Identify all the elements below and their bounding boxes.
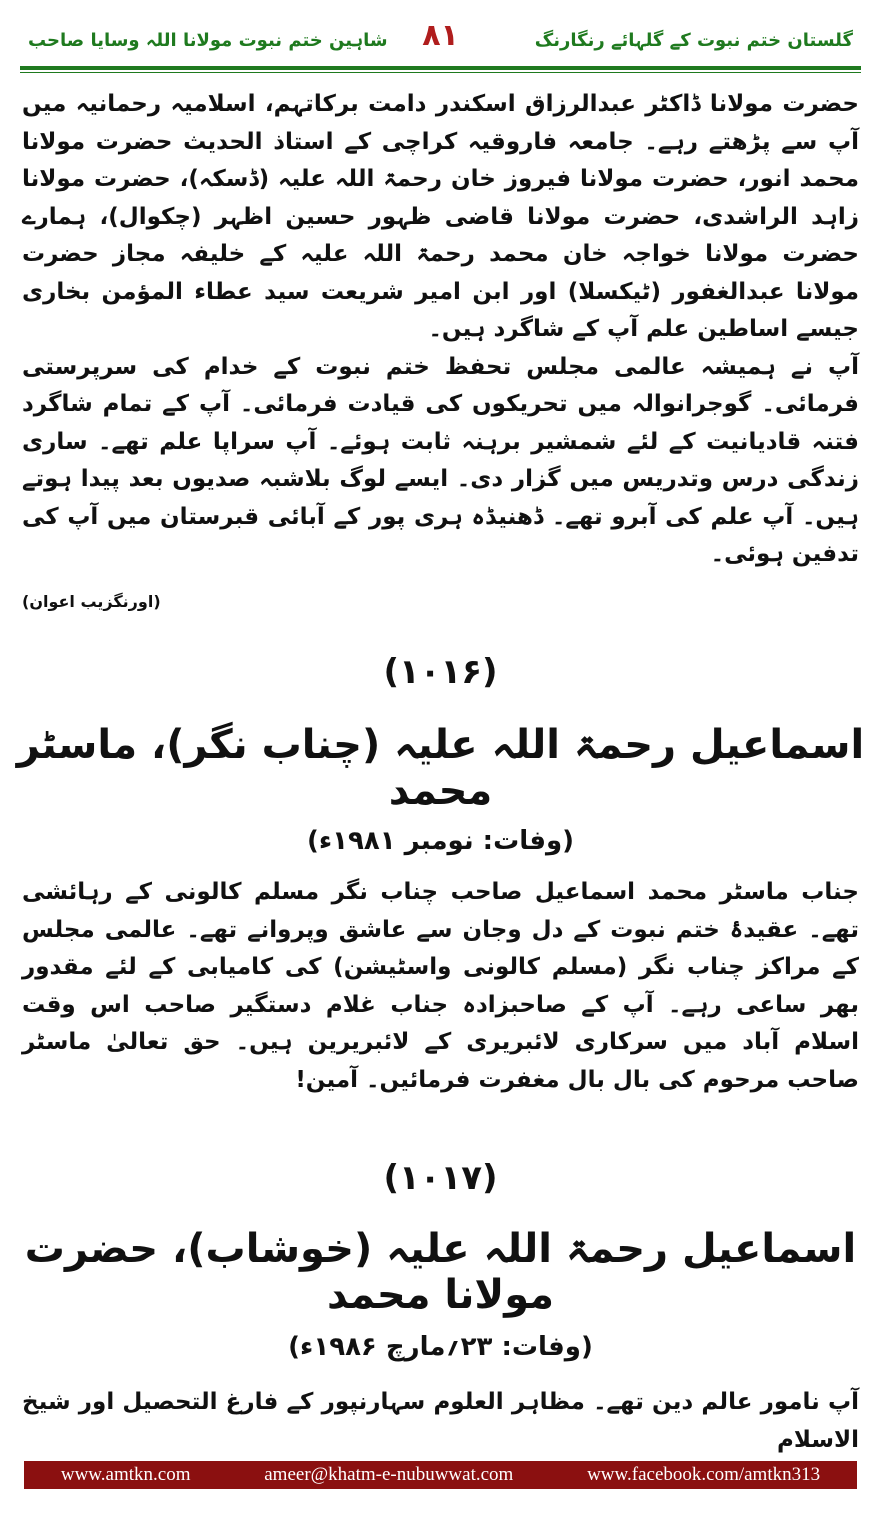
facebook-link[interactable]: www.facebook.com/amtkn313	[587, 1464, 821, 1485]
book-title: گلستان ختم نبوت کے گلہائے رنگارنگ	[534, 30, 853, 51]
author-credit: (اورنگزیب اعوان)	[22, 592, 161, 611]
death-date: (وفات: نومبر ۱۹۸۱ء)	[306, 826, 575, 856]
paragraph: جناب ماسٹر محمد اسماعیل صاحب چناب نگر مسلم کالونی کے رہائشی تھے۔ عقیدۂ ختم نبوت کے دل وجان سے عاشق وپروانے تھے۔ عالمی مجلس کے مراکز چناب نگر (مسلم کالونی واسٹیشن) کی کامیابی کے لئے مقدور بھر ساعی رہے۔ آپ کے صاحبزادہ جناب غلام دستگیر صاحب اس وقت اسلام آباد میں سرکاری لائبریری کے لائبریرین ہیں۔ حق تعالیٰ ماسٹر صاحب مرحوم کی بال بال مغفرت فرمائیں۔ آمین!	[22, 879, 859, 1093]
paragraph: آپ نامور عالم دین تھے۔ مظاہر العلوم سہارنپور کے فارغ التحصیل اور شیخ الاسلام	[22, 1389, 859, 1453]
previous-entry-text	[22, 86, 859, 574]
page-number: ۸۱	[422, 18, 459, 53]
entry-body	[22, 1384, 859, 1459]
header-divider	[20, 66, 861, 70]
entry-title: اسماعیل رحمۃ اللہ علیہ (چناب نگر)، ماسٹر محمد	[16, 722, 865, 814]
email-link[interactable]: ameer@khatm-e-nubuwwat.com	[264, 1464, 514, 1485]
footer-bar	[24, 1461, 857, 1489]
entry-number: (۱۰۱۷)	[383, 1158, 498, 1198]
entry-body	[22, 874, 859, 1099]
entry-title: اسماعیل رحمۃ اللہ علیہ (خوشاب)، حضرت مولانا محمد	[24, 1226, 857, 1318]
website-link[interactable]: www.amtkn.com	[60, 1464, 191, 1485]
author-name: شاہین ختم نبوت مولانا اللہ وسایا صاحب	[28, 30, 388, 51]
paragraph: آپ نے ہمیشہ عالمی مجلس تحفظ ختم نبوت کے خدام کی سرپرستی فرمائی۔ گوجرانوالہ میں تحریکوں کی قیادت فرمائی۔ آپ کے تمام شاگرد فتنہ قادیانیت کے لئے شمشیر برہنہ ثابت ہوئے۔ آپ سراپا علم تھے۔ ساری زندگی درس وتدریس میں گزار دی۔ ایسے لوگ بلاشبہ صدیوں بعد پیدا ہوتے ہیں۔ آپ علم کی آبرو تھے۔ ڈھنیڈہ ہری پور کے آبائی قبرستان میں آپ کی تدفین ہوئی۔	[22, 353, 859, 567]
death-date: (وفات: ۲۳؍مارچ ۱۹۸۶ء)	[288, 1332, 593, 1362]
header-divider-thin	[20, 72, 861, 73]
entry-number: (۱۰۱۶)	[383, 652, 498, 692]
page-header	[20, 14, 861, 58]
paragraph: حضرت مولانا ڈاکٹر عبدالرزاق اسکندر دامت برکاتہم، اسلامیہ رحمانیہ میں آپ سے پڑھتے رہے۔ جامعہ فاروقیہ کراچی کے استاذ الحدیث حضرت مولانا محمد انور، حضرت مولانا فیروز خان رحمۃ اللہ علیہ (ڈسکہ)، حضرت مولانا زاہد الراشدی، حضرت مولانا قاضی ظہور حسین اظہر (چکوال)، ہمارے حضرت مولانا خواجہ خان محمد رحمۃ اللہ علیہ کے خلیفہ مجاز حضرت مولانا عبدالغفور (ٹیکسلا) اور ابن امیر شریعت سید عطاء المؤمن بخاری جیسے اساطین علم آپ کے شاگرد ہیں۔	[22, 91, 859, 342]
